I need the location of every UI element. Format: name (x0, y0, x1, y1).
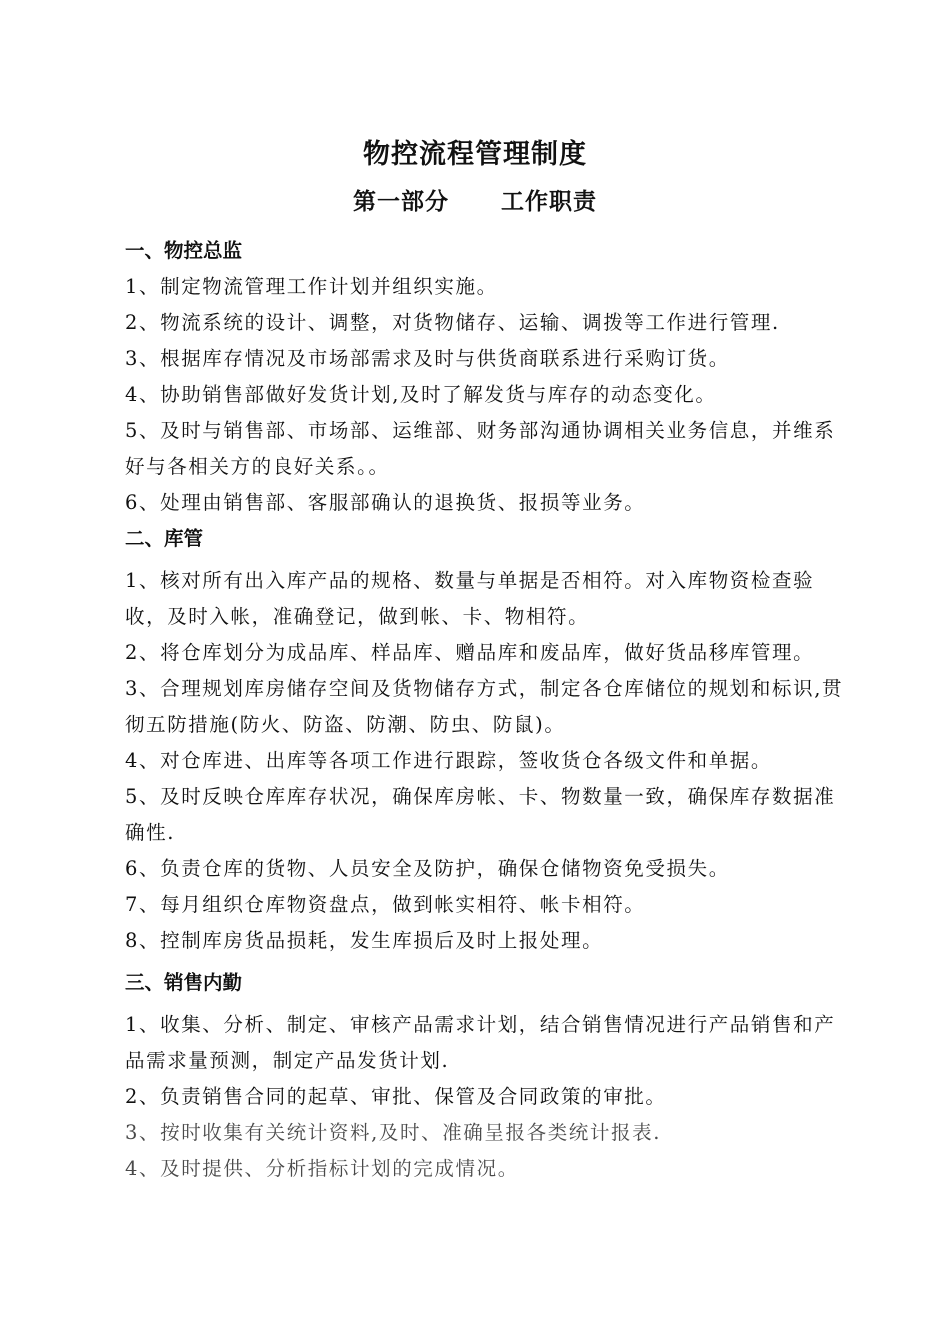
list-item: 4、对仓库进、出库等各项工作进行跟踪，签收货仓各级文件和单据。 (125, 749, 773, 772)
list-item: 2、将仓库划分为成品库、样品库、赠品库和废品库，做好货品移库管理。 (125, 641, 815, 664)
list-item: 5、及时与销售部、市场部、运维部、财务部沟通协调相关业务信息，并维系好与各相关方的良好关系。。 (125, 419, 836, 478)
section-heading: 一、物控总监 (125, 239, 243, 262)
document-title: 物控流程管理制度 (363, 139, 587, 170)
document-body (125, 233, 845, 1187)
list-item: 6、处理由销售部、客服部确认的退换货、报损等业务。 (125, 491, 646, 514)
list-item: 7、每月组织仓库物资盘点，做到帐实相符、帐卡相符。 (125, 893, 646, 916)
list-item: 2、物流系统的设计、调整，对货物储存、运输、调拨等工作进行管理. (125, 311, 780, 334)
list-item: 4、及时提供、分析指标计划的完成情况。 (125, 1157, 519, 1180)
list-item: 6、负责仓库的货物、人员安全及防护，确保仓储物资免受损失。 (125, 857, 730, 880)
subtitle-name: 工作职责 (501, 189, 597, 215)
list-item: 3、根据库存情况及市场部需求及时与供货商联系进行采购订货。 (125, 347, 730, 370)
list-item: 1、收集、分析、制定、审核产品需求计划，结合销售情况进行产品销售和产品需求量预测，制定产品发货计划. (125, 1013, 836, 1072)
section-heading: 三、销售内勤 (125, 971, 243, 994)
list-item: 4、协助销售部做好发货计划,及时了解发货与库存的动态变化。 (125, 383, 717, 406)
list-item: 5、及时反映仓库库存状况，确保库房帐、卡、物数量一致，确保库存数据准确性. (125, 785, 836, 844)
list-item: 3、合理规划库房储存空间及货物储存方式，制定各仓库储位的规划和标识,贯彻五防措施(防火、防盗、防潮、防虫、防鼠)。 (125, 677, 844, 736)
list-item: 1、制定物流管理工作计划并组织实施。 (125, 275, 498, 298)
section-heading: 二、库管 (125, 527, 204, 550)
list-item: 2、负责销售合同的起草、审批、保管及合同政策的审批。 (125, 1085, 667, 1108)
list-item: 3、按时收集有关统计资料,及时、准确呈报各类统计报表. (125, 1121, 662, 1144)
list-item: 1、核对所有出入库产品的规格、数量与单据是否相符。对入库物资检查验收，及时入帐，准确登记，做到帐、卡、物相符。 (125, 569, 815, 628)
subtitle-part: 第一部分 (353, 189, 449, 215)
document-subtitle (0, 183, 950, 216)
list-item: 8、控制库房货品损耗，发生库损后及时上报处理。 (125, 929, 604, 952)
